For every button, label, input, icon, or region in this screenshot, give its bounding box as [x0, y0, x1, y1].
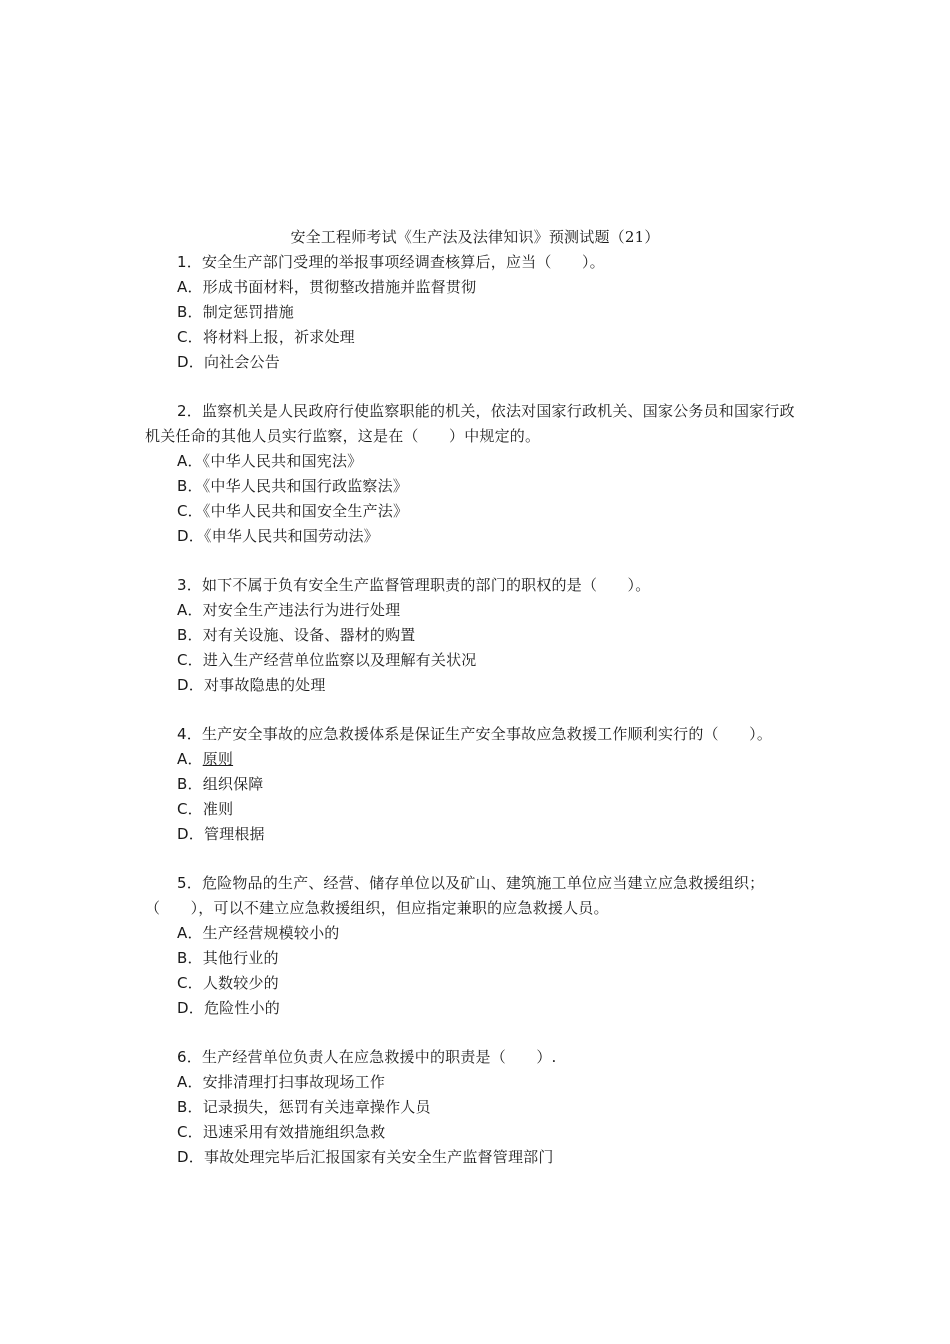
option-text: 制定惩罚措施: [202, 303, 294, 321]
question-stem: [145, 722, 805, 747]
option-a: [145, 275, 805, 300]
option-text: 管理根据: [203, 825, 265, 843]
option-text: 组织保障: [202, 775, 264, 793]
option-letter: D．: [177, 353, 204, 371]
option-a: [145, 921, 805, 946]
option-text: 原则: [202, 750, 234, 768]
question-text: 监察机关是人民政府行使监察职能的机关，依法对国家行政机关、国家公务员和国家行政机关任命的其他人员实行监察，这是在（ ）中规定的。: [145, 402, 795, 445]
option-letter: D．: [177, 676, 204, 694]
question-number: 4．: [177, 725, 202, 743]
option-letter: B．: [177, 1098, 203, 1116]
option-letter: C．: [177, 651, 203, 669]
option-b: [145, 1095, 805, 1120]
option-text: 事故处理完毕后汇报国家有关安全生产监督管理部门: [203, 1148, 554, 1166]
option-letter: B．: [177, 775, 203, 793]
option-text: 危险性小的: [203, 999, 280, 1017]
option-text: 《申华人民共和国劳动法》: [203, 527, 379, 545]
question-3: [145, 573, 805, 698]
option-c: [145, 971, 805, 996]
option-letter: D．: [177, 1148, 204, 1166]
option-letter: A．: [177, 601, 203, 619]
question-text: 危险物品的生产、经营、储存单位以及矿山、建筑施工单位应当建立应急救援组织；（ ），可以不建立应急救援组织，但应指定兼职的应急救援人员。: [145, 874, 765, 917]
option-letter: D．: [177, 825, 204, 843]
question-text: 生产安全事故的应急救援体系是保证生产安全事故应急救援工作顺利实行的（ ）。: [201, 725, 773, 743]
option-a: [145, 449, 805, 474]
question-number: 5．: [177, 874, 202, 892]
option-letter: C．: [177, 1123, 203, 1141]
question-stem: [145, 250, 805, 275]
option-letter: C．: [177, 974, 203, 992]
question-text: 生产经营单位负责人在应急救援中的职责是（ ）.: [201, 1048, 557, 1066]
option-text: 《中华人民共和国安全生产法》: [202, 502, 409, 520]
option-d: [145, 822, 805, 847]
option-letter: B．: [177, 303, 203, 321]
option-letter: D．: [177, 999, 204, 1017]
question-stem: [145, 573, 805, 598]
option-letter: A．: [177, 750, 203, 768]
option-letter: B．: [177, 626, 203, 644]
option-text: 进入生产经营单位监察以及理解有关状况: [202, 651, 477, 669]
option-a: [145, 1070, 805, 1095]
option-d: [145, 1145, 805, 1170]
option-text: 对安全生产违法行为进行处理: [202, 601, 401, 619]
option-text: 其他行业的: [202, 949, 279, 967]
option-b: [145, 946, 805, 971]
question-stem: [145, 871, 805, 921]
option-letter: A．: [177, 924, 203, 942]
question-number: 1．: [177, 253, 202, 271]
option-text: 《中华人民共和国宪法》: [202, 452, 363, 470]
question-6: [145, 1045, 805, 1170]
option-letter: A．: [177, 1073, 203, 1091]
option-d: [145, 673, 805, 698]
option-d: [145, 350, 805, 375]
option-b: [145, 623, 805, 648]
option-c: [145, 1120, 805, 1145]
option-text: 记录损失，惩罚有关违章操作人员: [202, 1098, 431, 1116]
option-letter: A．: [177, 278, 203, 296]
option-c: [145, 499, 805, 524]
option-text: 准则: [202, 800, 234, 818]
option-text: 迅速采用有效措施组织急救: [202, 1123, 386, 1141]
option-c: [145, 648, 805, 673]
option-letter: C．: [177, 328, 203, 346]
option-b: [145, 300, 805, 325]
question-2: [145, 399, 805, 549]
option-letter: A．: [177, 452, 203, 470]
question-4: [145, 722, 805, 847]
question-number: 6．: [177, 1048, 202, 1066]
option-letter: C．: [177, 502, 203, 520]
option-text: 将材料上报，祈求处理: [202, 328, 355, 346]
option-text: 对事故隐患的处理: [203, 676, 326, 694]
option-text: 人数较少的: [202, 974, 279, 992]
option-text: 生产经营规模较小的: [202, 924, 340, 942]
question-number: 3．: [177, 576, 202, 594]
question-5: [145, 871, 805, 1021]
option-letter: D．: [177, 527, 204, 545]
option-c: [145, 797, 805, 822]
option-a: [145, 747, 805, 772]
document-title: 安全工程师考试《生产法及法律知识》预测试题（21）: [290, 228, 660, 246]
question-list: [145, 250, 805, 1194]
option-text: 形成书面材料，贯彻整改措施并监督贯彻: [202, 278, 477, 296]
option-b: [145, 772, 805, 797]
option-text: 安排清理打扫事故现场工作: [202, 1073, 386, 1091]
option-c: [145, 325, 805, 350]
option-a: [145, 598, 805, 623]
option-text: 对有关设施、设备、器材的购置: [202, 626, 416, 644]
option-letter: B．: [177, 477, 203, 495]
question-1: [145, 250, 805, 375]
option-d: [145, 996, 805, 1021]
option-text: 向社会公告: [203, 353, 280, 371]
option-letter: C．: [177, 800, 203, 818]
option-d: [145, 524, 805, 549]
question-text: 如下不属于负有安全生产监督管理职责的部门的职权的是（ ）。: [201, 576, 651, 594]
question-stem: [145, 399, 805, 449]
option-text: 《中华人民共和国行政监察法》: [202, 477, 409, 495]
question-stem: [145, 1045, 805, 1070]
option-letter: B．: [177, 949, 203, 967]
question-number: 2．: [177, 402, 202, 420]
option-b: [145, 474, 805, 499]
question-text: 安全生产部门受理的举报事项经调查核算后，应当（ ）。: [201, 253, 605, 271]
